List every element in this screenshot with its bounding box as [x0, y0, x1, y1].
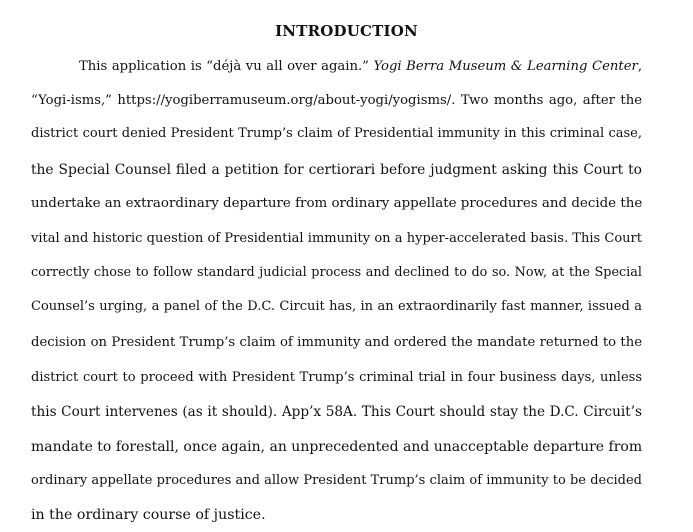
paragraph-line-11: this Court intervenes (as it should). App’x 58A. This Court should stay the D.C. Circuit’s [31, 404, 642, 420]
paragraph-line-5: undertake an extraordinary departure from ordinary appellate procedures and decide the [31, 196, 643, 211]
paragraph-line-2: “Yogi-isms,” https://yogiberramuseum.org/about-yogi/yogisms/. Two months ago, after the [31, 93, 642, 108]
line-1-italic-citation: Yogi Berra Museum & Learning Center [373, 59, 638, 74]
paragraph-line-8: Counsel’s urging, a panel of the D.C. Circuit has, in an extraordinarily fast manner, issued a [31, 299, 642, 314]
paragraph-line-10: district court to proceed with President Trump’s criminal trial in four business days, unless [31, 370, 642, 385]
paragraph-line-14: in the ordinary course of justice. [31, 507, 266, 523]
paragraph-line-12: mandate to forestall, once again, an unprecedented and unacceptable departure from [31, 439, 643, 455]
paragraph-line-3: district court denied President Trump’s claim of Presidential immunity in this criminal case, [31, 126, 642, 141]
paragraph-line-6: vital and historic question of Presidential immunity on a hyper-accelerated basis. This Court [31, 231, 642, 246]
paragraph-line-13: ordinary appellate procedures and allow President Trump’s claim of immunity to be decided [31, 473, 642, 488]
paragraph-line-9: decision on President Trump’s claim of immunity and ordered the mandate returned to the [31, 335, 642, 350]
section-heading: INTRODUCTION [275, 22, 418, 40]
paragraph-line-4: the Special Counsel filed a petition for certiorari before judgment asking this Court to [31, 162, 642, 178]
paragraph-line-7: correctly chose to follow standard judicial process and declined to do so. Now, at the Special [31, 265, 642, 280]
line-1-text-end: , [637, 59, 643, 74]
paragraph-line-1 [79, 58, 642, 76]
line-1-text-start: This application is “déjà vu all over again.” [79, 59, 374, 74]
